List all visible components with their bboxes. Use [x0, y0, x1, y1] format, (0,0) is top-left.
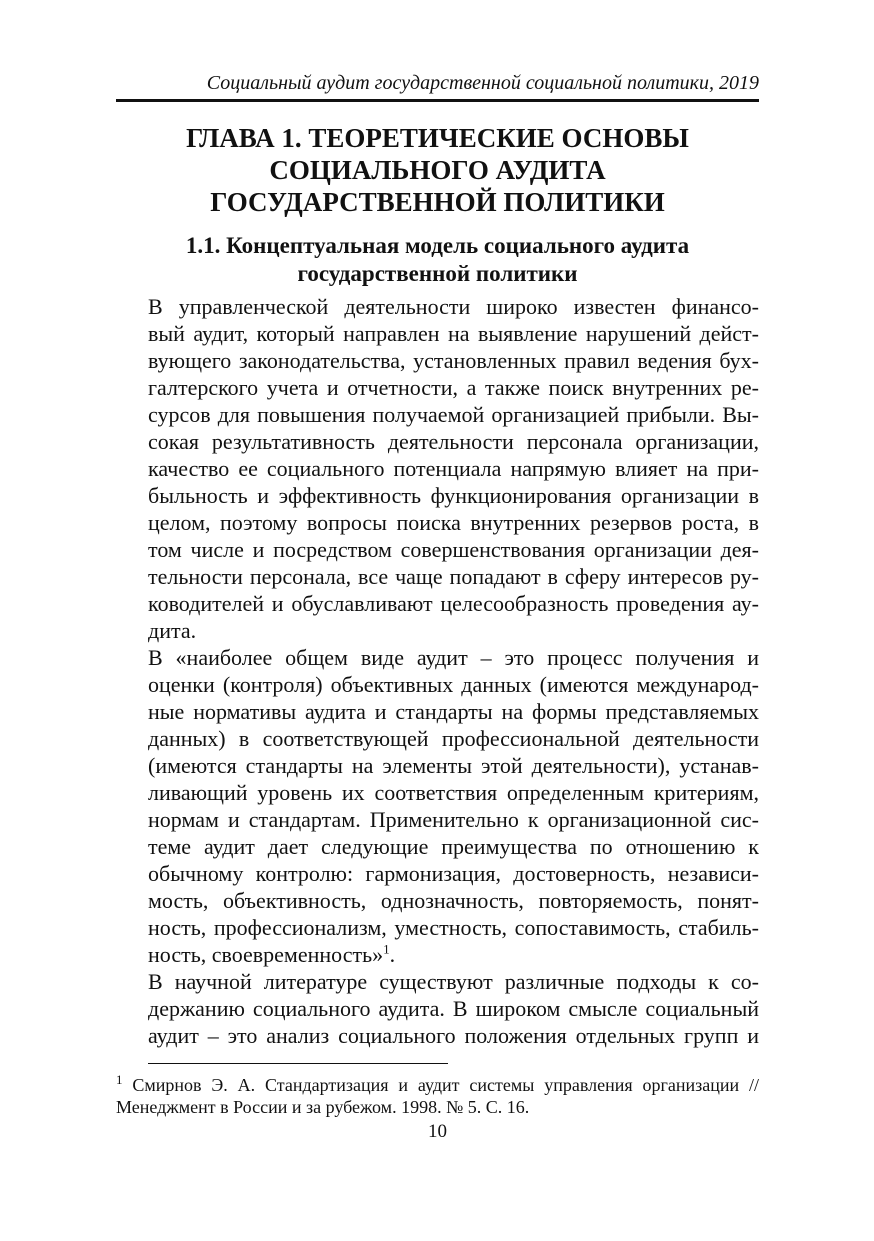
- text-line: данных) в соответствующей профессиональной деятельности: [148, 726, 759, 751]
- text-line: оценки (контроля) объективных данных (имеются международ-: [148, 672, 759, 697]
- section-title: [116, 232, 759, 288]
- page-number: 10: [428, 1121, 447, 1142]
- section-title-line: государственной политики: [297, 261, 578, 286]
- text-line: [116, 941, 759, 968]
- running-header: Социальный аудит государственной социальной политики, 2019: [206, 72, 759, 94]
- text-line: целом, поэтому вопросы поиска внутренних резервов роста, в: [148, 510, 759, 535]
- section-title-line: 1.1. Концептуальная модель социального аудита: [185, 233, 690, 258]
- body-text: [116, 293, 759, 1049]
- text-line: вующего законодательства, установленных правил ведения бух-: [148, 348, 759, 373]
- text-line: В управленческой деятельности широко известен финансо-: [148, 294, 759, 319]
- chapter-title-line: ГЛАВА 1. ТЕОРЕТИЧЕСКИЕ ОСНОВЫ: [186, 123, 689, 153]
- text-line: качество ее социального потенциала напрямую влияет на при-: [148, 456, 759, 481]
- footnote-line: Менеджмент в России и за рубежом. 1998. № 5. С. 16.: [116, 1097, 530, 1117]
- text-line: быльность и эффективность функционирования организации в: [148, 483, 759, 508]
- text-line: (имеются стандарты на элементы этой деятельности), устанав-: [148, 753, 759, 778]
- sentence-end: .: [389, 942, 396, 967]
- text-line: ные нормативы аудита и стандарты на формы представляемых: [148, 699, 759, 724]
- text-line: сокая результативность деятельности персонала организации,: [148, 429, 759, 454]
- text-line: теме аудит дает следующие преимущества по отношению к: [148, 834, 759, 859]
- text-line: ливающий уровень их соответствия определенным критериям,: [148, 780, 759, 805]
- footnote-separator: [148, 1063, 448, 1064]
- chapter-title-line: СОЦИАЛЬНОГО АУДИТА: [269, 155, 606, 185]
- paragraph-1: [116, 293, 759, 644]
- text-line: обычному контролю: гармонизация, достоверность, независи-: [148, 861, 759, 886]
- footnote-line: [116, 1074, 759, 1096]
- footnote-text: Смирнов Э. А. Стандартизация и аудит системы управления организации //: [132, 1075, 760, 1095]
- text-line: вый аудит, который направлен на выявление нарушений дейст-: [148, 321, 759, 346]
- footnote-number: 1: [116, 1072, 123, 1087]
- footnote-reference[interactable]: 1: [383, 941, 390, 957]
- text-line: галтерского учета и отчетности, а также поиск внутренних ре-: [148, 375, 759, 400]
- paragraph-2: [116, 644, 759, 968]
- chapter-title-line: ГОСУДАРСТВЕННОЙ ПОЛИТИКИ: [210, 187, 665, 217]
- footnote: [116, 1074, 759, 1118]
- text-line: В научной литературе существуют различные подходы к со-: [148, 969, 759, 994]
- text-line: ководителей и обуславливают целесообразность проведения ау-: [148, 591, 759, 616]
- text-line: держанию социального аудита. В широком смысле социальный: [148, 996, 759, 1021]
- text-line: дита.: [148, 618, 197, 643]
- text-line: мость, объективность, однозначность, повторяемость, понят-: [148, 888, 759, 913]
- text-line: ность, профессионализм, уместность, сопоставимость, стабиль-: [148, 915, 759, 940]
- text-line: В «наиболее общем виде аудит – это процесс получения и: [148, 645, 759, 670]
- text-line: тельности персонала, все чаще попадают в сферу интересов ру-: [148, 564, 759, 589]
- text-line: том числе и посредством совершенствования организации дея-: [148, 537, 759, 562]
- chapter-title: [116, 122, 759, 218]
- text-line-content: ность, своевременность»: [148, 942, 384, 967]
- text-line: сурсов для повышения получаемой организацией прибыли. Вы-: [148, 402, 759, 427]
- header-rule: [116, 99, 759, 102]
- paragraph-3: [116, 968, 759, 1049]
- text-line: аудит – это анализ социального положения отдельных групп и: [148, 1023, 759, 1048]
- text-line: нормам и стандартам. Применительно к организационной сис-: [148, 807, 759, 832]
